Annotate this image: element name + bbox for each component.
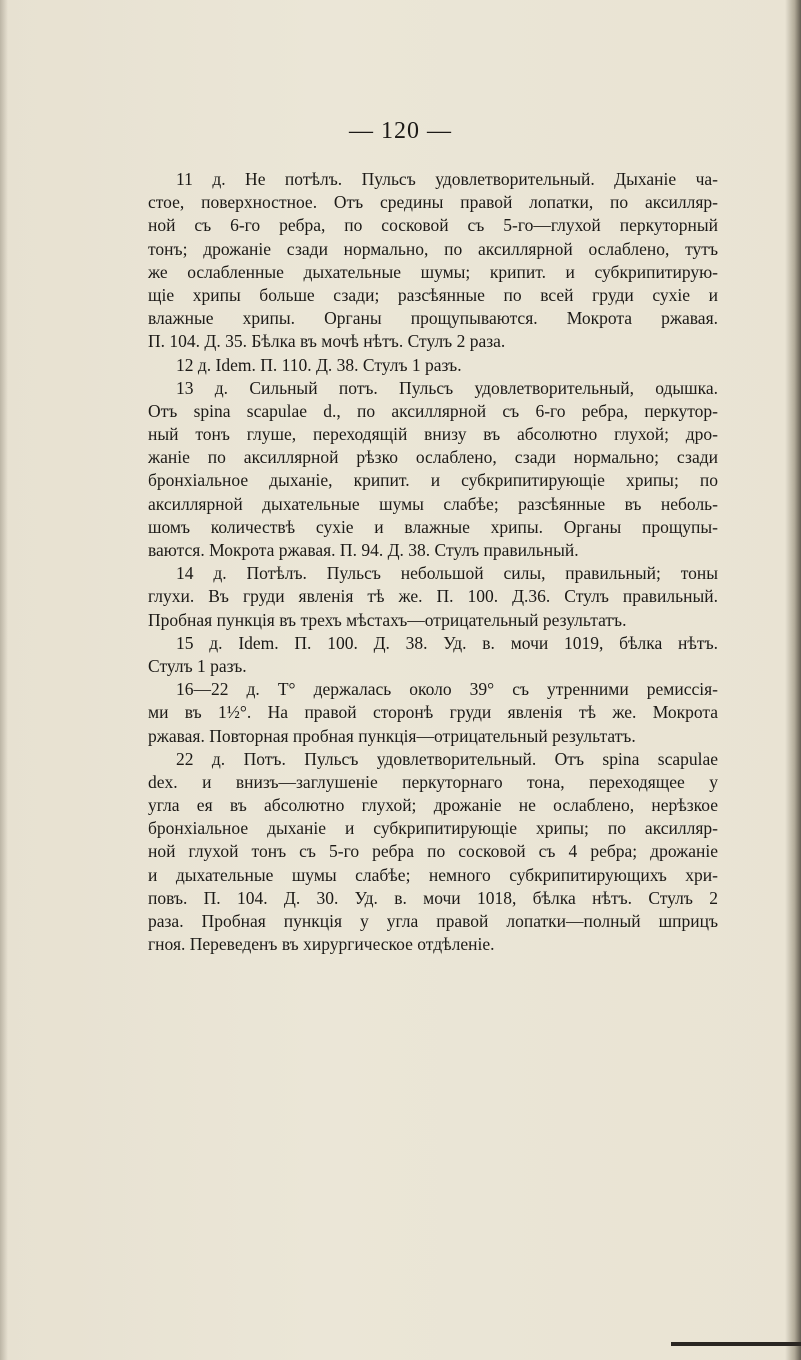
text-line: гноя. Переведенъ въ хирургическое отдѣленіе.	[148, 934, 495, 955]
text-line: повъ. П. 104. Д. 30. Уд. в. мочи 1018, бѣлка нѣтъ. Стулъ 2	[148, 887, 718, 908]
text-line: влажные хрипы. Органы прощупываются. Мокрота ржавая.	[148, 308, 718, 329]
text-line: раза. Пробная пункція у угла правой лопатки—полный шприцъ	[148, 911, 718, 931]
text-line: ваются. Мокрота ржавая. П. 94. Д. 38. Стулъ правильный.	[148, 540, 579, 560]
text-line: 15 д. Idem. П. 100. Д. 38. Уд. в. мочи 1019, бѣлка нѣтъ.	[176, 632, 718, 653]
page-right-binding-shadow	[785, 0, 801, 1360]
text-line: бронхіальное дыханіе, крипит. и субкрипитирующіе хрипы; по	[148, 470, 718, 491]
text-line: dex. и внизъ—заглушеніе перкуторнаго тона, переходящее у	[148, 771, 718, 792]
text-line: ный тонъ глуше, переходящій внизу въ абсолютно глухой; дро-	[148, 424, 718, 445]
text-line: ной съ 6-го ребра, по сосковой съ 5-го—глухой перкуторный	[148, 215, 718, 236]
text-line: 11 д. Не потѣлъ. Пульсъ удовлетворительный. Дыханіе ча-	[176, 169, 718, 189]
text-line: Пробная пункція въ трехъ мѣстахъ—отрицательный результатъ.	[148, 609, 627, 630]
text-line: ми въ 1½°. На правой сторонѣ груди явленія тѣ же. Мокрота	[148, 702, 718, 723]
text-line: тонъ; дрожаніе сзади нормально, по аксиллярной ослаблено, тутъ	[148, 238, 718, 259]
text-line: стое, поверхностное. Отъ средины правой лопатки, по аксилляр-	[148, 192, 718, 213]
text-line: 22 д. Потъ. Пульсъ удовлетворительный. Отъ spina scapulae	[176, 748, 718, 769]
text-line: и дыхательные шумы слабѣе; немного субкрипитирующихъ хри-	[148, 864, 718, 885]
text-line: Отъ spina scapulae d., по аксиллярной съ 6-го ребра, перкутор-	[148, 400, 718, 421]
text-line: ржавая. Повторная пробная пункція—отрицательный результатъ.	[148, 725, 636, 746]
page-number: — 120 —	[349, 118, 452, 144]
text-line: ной глухой тонъ съ 5-го ребра по сосковой съ 4 ребра; дрожаніе	[148, 841, 718, 862]
case-notes-text	[148, 168, 718, 956]
text-line: глухи. Въ груди явленія тѣ же. П. 100. Д.36. Стулъ правильный.	[148, 586, 718, 607]
text-line: угла ея въ абсолютно глухой; дрожаніе не ослаблено, нерѣзкое	[148, 795, 718, 816]
scan-edge-mark	[671, 1342, 801, 1346]
text-line: 12 д. Idem. П. 110. Д. 38. Стулъ 1 разъ.	[176, 354, 462, 375]
text-line: 16—22 д. T° держалась около 39° съ утренними ремиссія-	[176, 679, 718, 700]
text-line: же ослабленные дыхательные шумы; крипит. и субкрипитирую-	[148, 261, 718, 282]
text-line: Стулъ 1 разъ.	[148, 655, 247, 676]
text-line: щіе хрипы больше сзади; разсѣянные по всей груди сухіе и	[148, 284, 718, 305]
text-line: 13 д. Сильный потъ. Пульсъ удовлетворительный, одышка.	[176, 377, 718, 398]
text-line: шомъ количествѣ сухіе и влажные хрипы. Органы прощупы-	[148, 516, 718, 537]
text-line: аксиллярной дыхательные шумы слабѣе; разсѣянные въ неболь-	[148, 493, 718, 514]
text-line: П. 104. Д. 35. Бѣлка въ мочѣ нѣтъ. Стулъ 2 раза.	[148, 331, 506, 352]
text-line: бронхіальное дыханіе и субкрипитирующіе хрипы; по аксилляр-	[148, 818, 718, 839]
page-left-shadow	[0, 0, 8, 1360]
text-line: 14 д. Потѣлъ. Пульсъ небольшой силы, правильный; тоны	[176, 563, 718, 584]
text-line: жаніе по аксиллярной рѣзко ослаблено, сзади нормально; сзади	[148, 447, 718, 468]
